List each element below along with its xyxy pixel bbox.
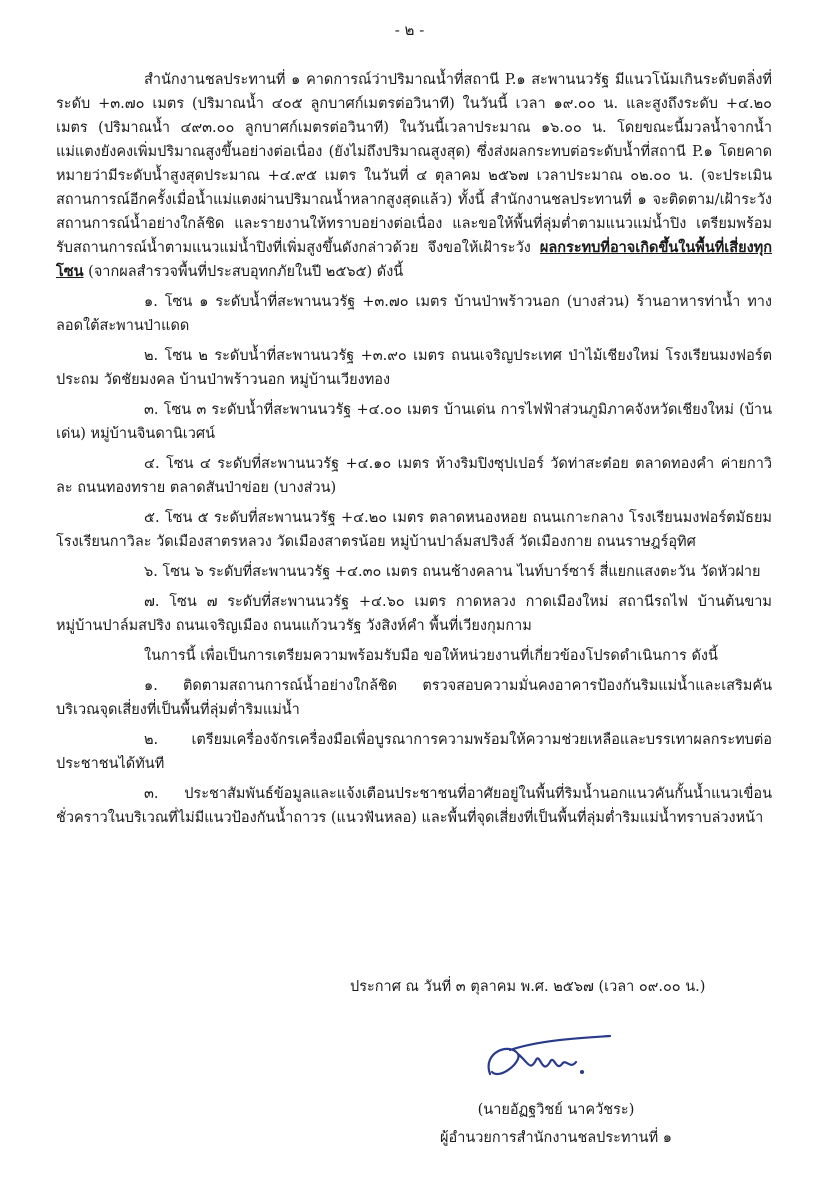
document-body <box>56 68 772 836</box>
page-number: - ๒ - <box>394 21 425 39</box>
zone-item-4: ๔. โซน ๔ ระดับที่สะพานนวรัฐ +๔.๑๐ เมตร ห้างริมปิงซุปเปอร์ วัดท่าสะต๋อย ตลาดทองคำ ค่ายกาวิละ ถนนทองทราย ตลาดสันป่าข่อย (บางส่วน) <box>56 456 772 496</box>
zone-item-7: ๗. โซน ๗ ระดับที่สะพานนวรัฐ +๔.๖๐ เมตร กาดหลวง กาดเมืองใหม่ สถานีรถไฟ บ้านต้นขาม หมู่บ้านปาล์มสปริง ถนนเจริญเมือง ถนนแก้วนวรัฐ วังสิงห์คำ พื้นที่เวียงกุมกาม <box>56 594 772 634</box>
zone-item-5: ๕. โซน ๕ ระดับที่สะพานนวรัฐ +๔.๒๐ เมตร ตลาดหนองหอย ถนนเกาะกลาง โรงเรียนมงฟอร์ตมัธยม โรงเรียนกาวิละ วัดเมืองสาตรหลวง วัดเมืองสาตรน้อย หมู่บ้านปาล์มสปริงส์ วัดเมืองกาย ถนนราษฎร์อุทิศ <box>56 510 772 550</box>
zone-item-3: ๓. โซน ๓ ระดับน้ำที่สะพานนวรัฐ +๔.๐๐ เมตร บ้านเด่น การไฟฟ้าส่วนภูมิภาคจังหวัดเชียงใหม่ (บ้านเด่น) หมู่บ้านจินดานิเวศน์ <box>56 402 772 442</box>
impact-heading: ผลกระทบที่อาจเกิดขึ้นในพื้นที่เสี่ยงทุกโซน <box>56 239 773 280</box>
zone-item-2: ๒. โซน ๒ ระดับน้ำที่สะพานนวรัฐ +๓.๙๐ เมตร ถนนเจริญประเทศ ป่าไม้เชียงใหม่ โรงเรียนมงฟอร์ตประถม วัดชัยมงคล บ้านป่าพร้าวนอก หมู่บ้านเวียงทอง <box>56 348 772 388</box>
announcement-date: ประกาศ ณ วันที่ ๓ ตุลาคม พ.ศ. ๒๕๖๗ (เวลา ๐๙.๐๐ น.) <box>350 979 706 995</box>
action-item-3: ๓. ประชาสัมพันธ์ข้อมูลและแจ้งเตือนประชาชนที่อาศัยอยู่ในพื้นที่ริมน้ำนอกแนวคันกั้นน้ำแนวเขื่อนชั่วคราวในบริเวณที่ไม่มีแนวป้องกันน้ำถาวร (แนวฟันหลอ) และพื้นที่จุดเสี่ยงที่เป็นพื้นที่ลุ่มต่ำริมแม่น้ำทราบล่วงหน้า <box>56 786 772 826</box>
zone-item-6: ๖. โซน ๖ ระดับที่สะพานนวรัฐ +๔.๓๐ เมตร ถนนช้างคลาน ไนท์บาร์ซาร์ สี่แยกแสงตะวัน วัดหัวฝาย <box>144 564 761 580</box>
signatory-name: (นายอัฏฐวิชย์ นาควัชระ) <box>477 1102 635 1118</box>
intro-paragraph <box>56 68 772 284</box>
action-item-1: ๑. ติดตามสถานการณ์น้ำอย่างใกล้ชิด ตรวจสอบความมั่นคงอาคารป้องกันริมแม่น้ำและเสริมคันบริเวณจุดเสี่ยงที่เป็นพื้นที่ลุ่มต่ำริมแม่น้ำ <box>56 678 772 718</box>
intro-text: สำนักงานชลประทานที่ ๑ คาดการณ์ว่าปริมาณน้ำที่สถานี P.๑ สะพานนวรัฐ มีแนวโน้มเกินระดับตลิ่งที่ระดับ +๓.๗๐ เมตร (ปริมาณน้ำ ๔๐๕ ลูกบาศก์เมตรต่อวินาที) ในวันนี้ เวลา ๑๙.๐๐ น. และสูงถึงระดับ +๔.๒๐ เมตร (ปริมาณน้ำ ๔๙๓.๐๐ ลูกบาศก์เมตรต่อวินาที) ในวันนี้เวลาประมาณ ๑๖.๐๐ น. โดยขณะนี้มวลน้ำจากน้ำแม่แตงยังคงเพิ่มปริมาณสูงขึ้นอย่างต่อเนื่อง (ยังไม่ถึงปริมาณสูงสุด) ซึ่งส่งผลกระทบต่อระดับน้ำที่สถานี P.๑ โดยคาดหมายว่ามีระดับน้ำสูงสุดประมาณ +๔.๙๕ เมตร ในวันที่ ๔ ตุลาคม ๒๕๖๗ เวลาประมาณ ๐๒.๐๐ น. (จะประเมินสถานการณ์อีกครั้งเมื่อน้ำแม่แตงผ่านปริมาณน้ำหลากสูงสุดแล้ว) ทั้งนี้ สำนักงานชลประทานที่ ๑ จะติดตาม/เฝ้าระวังสถานการณ์น้ำอย่างใกล้ชิด และรายงานให้ทราบอย่างต่อเนื่อง และขอให้พื้นที่ลุ่มต่ำตามแนวแม่น้ำปิง เตรียมพร้อมรับสถานการณ์น้ำตามแนวแม่น้ำปิงที่เพิ่มสูงขึ้นดังกล่าวด้วย จึงขอให้เฝ้าระวัง <box>56 72 772 256</box>
signatory-position: ผู้อำนวยการสำนักงานชลประทานที่ ๑ <box>440 1130 672 1146</box>
request-intro: ในการนี้ เพื่อเป็นการเตรียมความพร้อมรับมือ ขอให้หน่วยงานที่เกี่ยวข้องโปรดดำเนินการ ดังนี้ <box>144 648 718 664</box>
signature <box>470 1032 620 1092</box>
action-item-2: ๒. เตรียมเครื่องจักรเครื่องมือเพื่อบูรณาการความพร้อมให้ความช่วยเหลือและบรรเทาผลกระทบต่อประชาชนได้ทันที <box>56 732 772 772</box>
impact-tail: (จากผลสำรวจพื้นที่ประสบอุทกภัยในปี ๒๕๖๕) ดังนี้ <box>83 264 404 280</box>
zone-item-1: ๑. โซน ๑ ระดับน้ำที่สะพานนวรัฐ +๓.๗๐ เมตร บ้านป่าพร้าวนอก (บางส่วน) ร้านอาหารท่าน้ำ ทางลอดใต้สะพานป่าแดด <box>56 294 772 334</box>
